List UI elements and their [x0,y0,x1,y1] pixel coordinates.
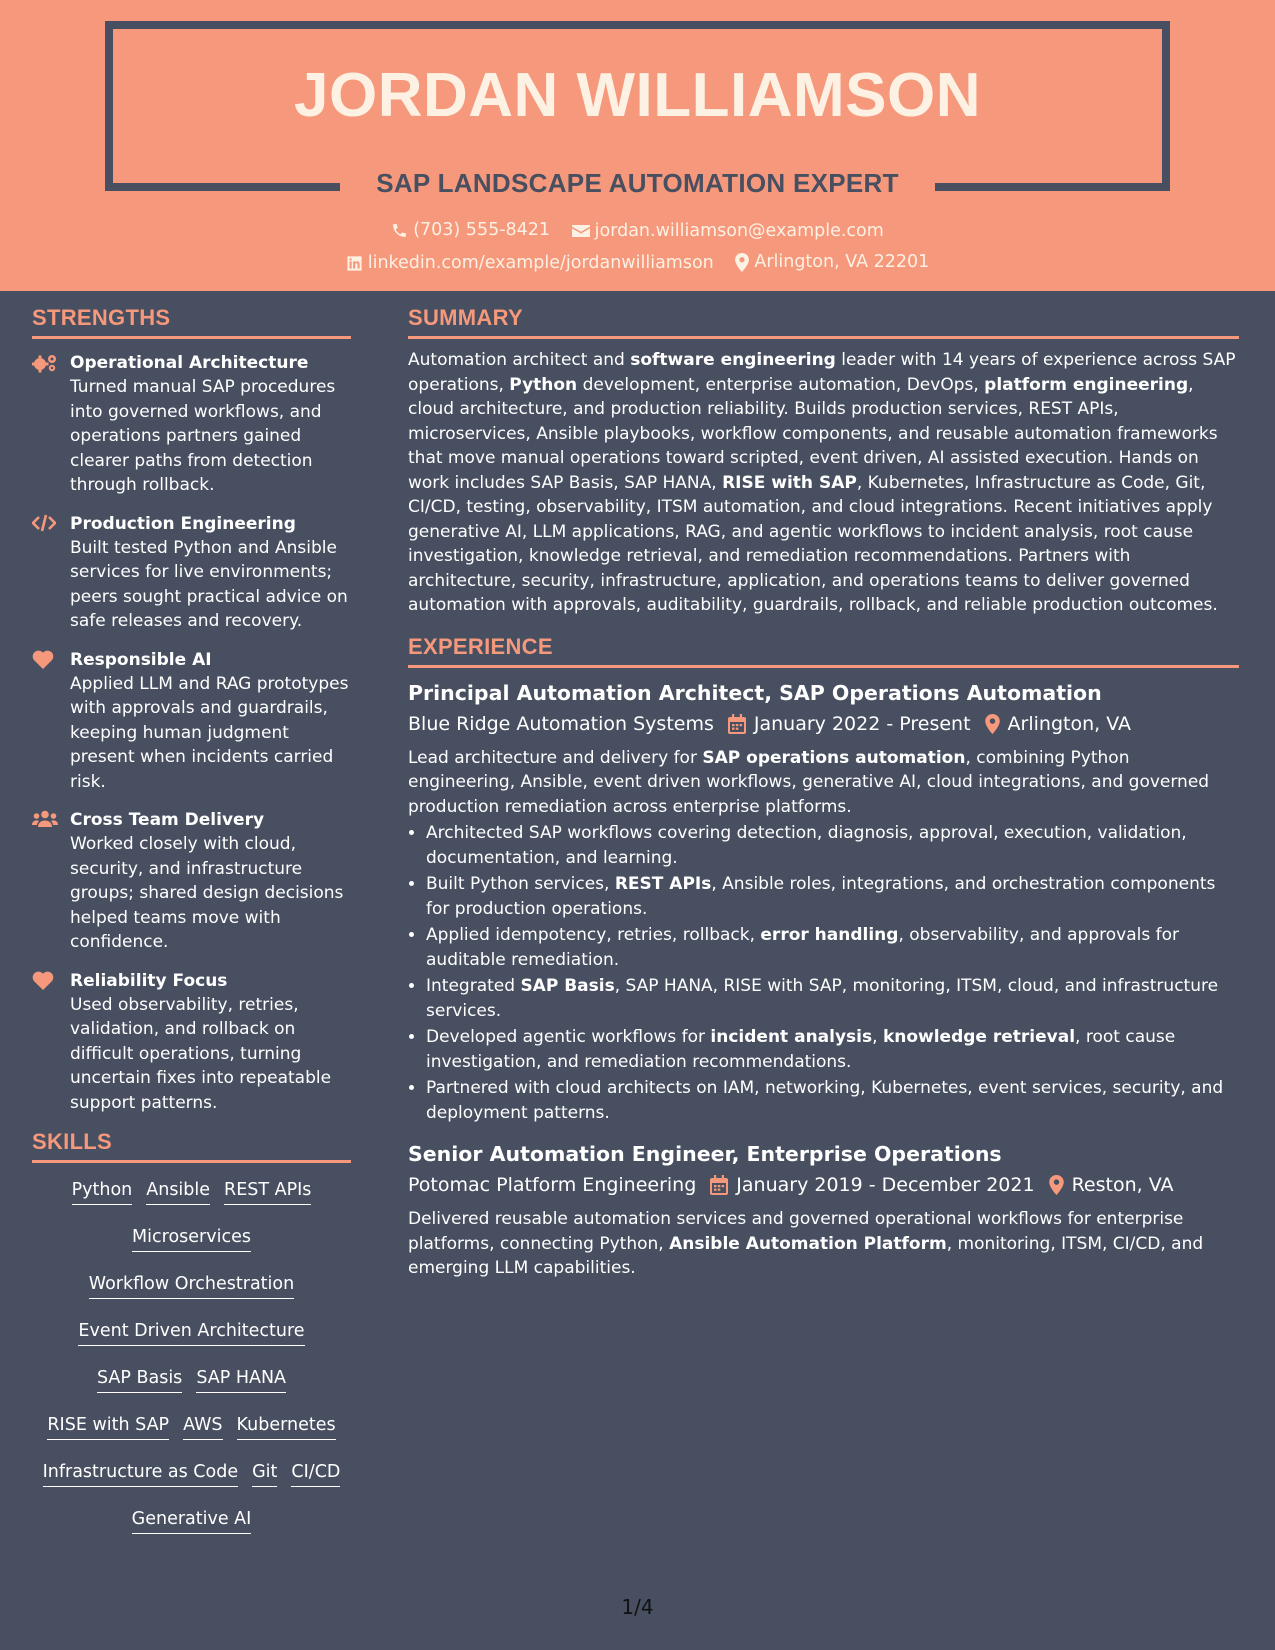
phone-icon [391,222,408,239]
strength-title: Responsible AI [70,649,212,670]
strength-title: Reliability Focus [70,970,228,991]
strength-title: Operational Architecture [70,353,309,373]
company-name: Blue Ridge Automation Systems [408,712,714,735]
job-entry [408,678,1239,1126]
strength-description: Used observability, retries, validation, and rollback on difficult operations, turning uncertain fixes into repeatable support patterns. [70,994,332,1113]
envelope-icon [572,223,590,239]
strengths-list [32,351,351,1115]
bullet-item: • Built Python services, REST APIs, Ansible roles, integrations, and orchestration components for production operations. [426,872,1239,921]
map-pin-icon [735,253,749,272]
strengths-heading: STRENGTHS [32,305,351,339]
job-entry [408,1139,1239,1281]
job-meta [408,708,1239,740]
resume-header [0,0,1275,291]
map-pin-icon [1049,1175,1064,1195]
skills-heading: SKILLS [32,1129,351,1163]
strength-title: Cross Team Delivery [70,810,265,830]
skill-tag: Event Driven Architecture [78,1318,304,1346]
email-contact[interactable] [572,221,884,241]
skill-tag: CI/CD [291,1459,340,1487]
experience-section [408,634,1239,1281]
job-dates: January 2019 - December 2021 [736,1174,1035,1196]
strength-description: Built tested Python and Ansible services for live environments; peers sought practical advice on safe releases and recovery. [70,537,348,631]
linkedin-contact[interactable] [346,253,714,273]
bullet-item: • Integrated SAP Basis, SAP HANA, RISE with SAP, monitoring, ITSM, cloud, and infrastructure services. [426,974,1239,1023]
job-role: Principal Automation Architect, SAP Operations Automation [408,680,1102,705]
strength-item [32,512,351,634]
strength-description: Turned manual SAP procedures into governed workflows, and operations partners gained clearer paths from detection through rollback. [70,377,336,495]
location-contact [735,252,929,272]
contact-row-1 [0,220,1275,244]
heart-icon [32,650,54,669]
left-column [32,305,351,1553]
job-meta [408,1169,1239,1201]
phone-text: (703) 555-8421 [413,220,551,240]
strength-item [32,969,351,1116]
skill-tag: Infrastructure as Code [43,1459,239,1487]
gears-icon [32,353,58,373]
map-pin-icon [985,714,1000,734]
skill-tag: REST APIs [224,1177,311,1205]
linkedin-text: linkedin.com/example/jordanwilliamson [367,253,714,273]
skill-tag: SAP HANA [196,1365,286,1393]
linkedin-icon [346,255,363,272]
job-title: SAP LANDSCAPE AUTOMATION EXPERT [376,168,899,198]
candidate-name: JORDAN WILLIAMSON [293,61,982,130]
email-text: jordan.williamson@example.com [594,220,884,241]
phone-contact[interactable] [391,220,550,240]
skill-tag: SAP Basis [97,1365,182,1393]
heart-icon [32,971,54,990]
contact-row-2 [0,252,1275,277]
job-description: Delivered reusable automation services and governed operational workflows for enterprise platforms, connecting Python, Ansible Automation Platform, monitoring, ITSM, CI/CD, and emerging LLM capabilities. [408,1209,1204,1278]
strength-item [32,808,351,955]
job-description: Lead architecture and delivery for SAP operations automation, combining Python engineering, Ansible, event driven workflows, generative AI, cloud integrations, and governed production remediation across enterprise platforms. [408,747,1210,817]
skill-tag: Microservices [132,1224,251,1252]
skill-tag: Generative AI [132,1506,252,1534]
skill-tag: Ansible [146,1177,210,1205]
strength-description: Worked closely with cloud, security, and infrastructure groups; shared design decisions helped teams move with confidence. [70,834,344,952]
calendar-icon [710,1175,728,1195]
bullet-item: • Developed agentic workflows for incident analysis, knowledge retrieval, root cause investigation, and remediation recommendations. [426,1025,1239,1074]
job-location: Arlington, VA [1007,712,1131,735]
calendar-icon [728,714,746,734]
strength-item [32,351,351,498]
job-role: Senior Automation Engineer, Enterprise Operations [408,1142,1002,1166]
page-number: 1/4 [621,1595,654,1619]
location-text: Arlington, VA 22201 [754,252,930,272]
strength-description: Applied LLM and RAG prototypes with approvals and guardrails, keeping human judgment present when incidents carried risk. [70,673,349,792]
users-icon [32,810,58,828]
company-name: Potomac Platform Engineering [408,1174,697,1196]
skill-tag: Git [252,1459,277,1487]
skill-tag: Python [72,1177,133,1205]
skills-list [32,1177,351,1534]
skills-section [32,1129,351,1534]
strength-title: Production Engineering [70,513,296,534]
summary-paragraph: Automation architect and software engineering leader with 14 years of experience across SAP operations, Python development, enterprise automation, DevOps, platform engineering, cloud architecture, and production reliability. Builds production services, REST APIs, microservices, Ansible playbooks, workflow components, and reusable automation frameworks that move manual operations toward scripted, event driven, AI assisted execution. Hands on work includes SAP Basis, SAP HANA, RISE with SAP, Kubernetes, Infrastructure as Code, Git, CI/CD, testing, observability, ITSM automation, and cloud integrations. Recent initiatives apply generative AI, LLM applications, RAG, and agentic workflows to incident analysis, root cause investigation, knowledge retrieval, and remediation recommendations. Partners with architecture, security, infrastructure, application, and operations teams to deliver governed automation with approvals, auditability, guardrails, rollback, and reliable production outcomes. [408,350,1236,615]
skill-tag: RISE with SAP [47,1412,169,1440]
bullet-item: • Architected SAP workflows covering detection, diagnosis, approval, execution, validation, documentation, and learning. [426,821,1239,870]
summary-heading: SUMMARY [408,305,1239,339]
bullet-item: • Applied idempotency, retries, rollback, error handling, observability, and approvals for auditable remediation. [426,923,1239,972]
code-icon [32,514,56,532]
strength-item [32,648,351,795]
job-dates: January 2022 - Present [753,712,971,735]
skill-tag: Workflow Orchestration [89,1271,294,1299]
job-bullets [408,821,1239,1125]
experience-heading: EXPERIENCE [408,634,1239,668]
skill-tag: Kubernetes [237,1412,336,1440]
right-column [408,305,1239,1281]
bullet-item: • Partnered with cloud architects on IAM, networking, Kubernetes, event services, security, and deployment patterns. [426,1076,1239,1125]
job-title-band [340,160,935,206]
skill-tag: AWS [183,1412,222,1440]
job-location: Reston, VA [1071,1174,1174,1196]
